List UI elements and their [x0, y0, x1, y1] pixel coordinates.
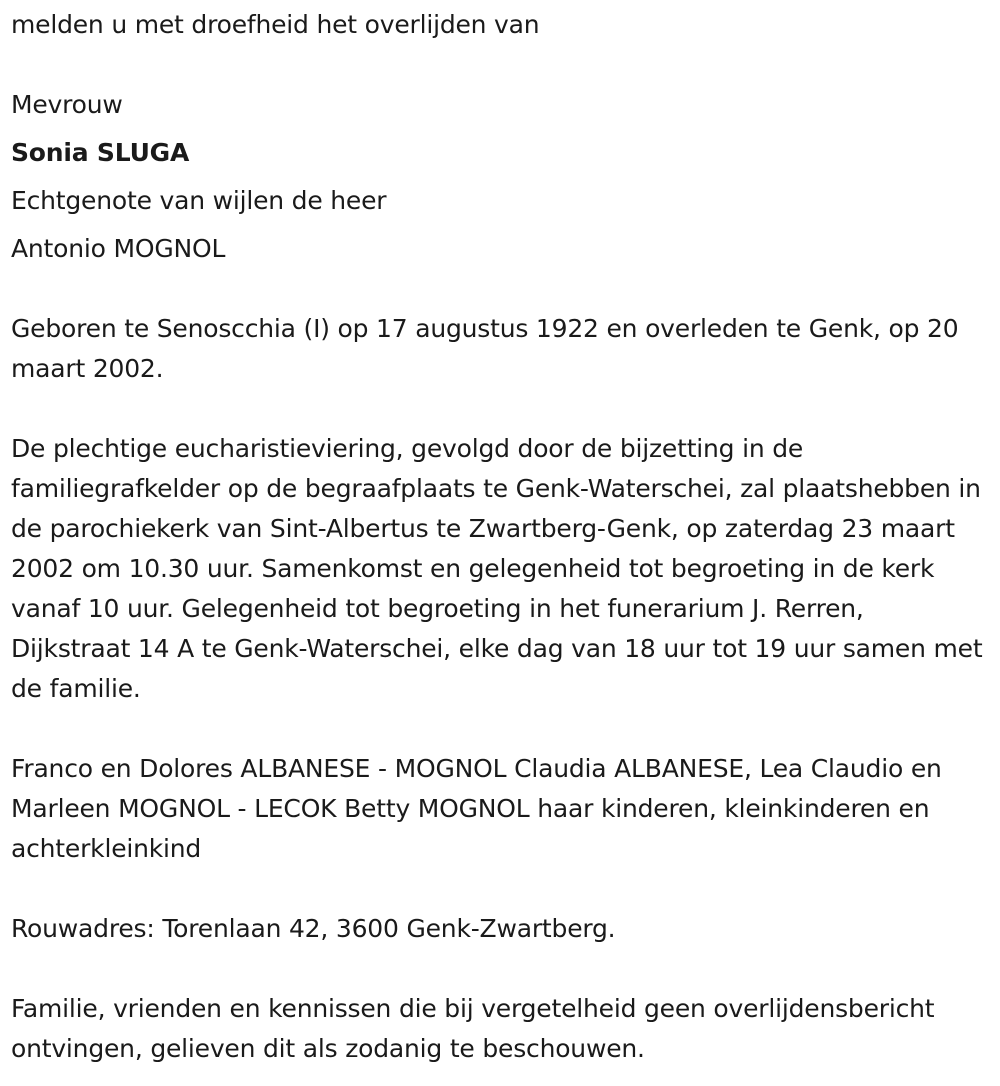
address-paragraph: Rouwadres: Torenlaan 42, 3600 Genk-Zwartberg.	[11, 914, 616, 943]
spacer	[11, 709, 990, 749]
birth-death-paragraph: Geboren te Senoscchia (I) op 17 augustus 1922 en overleden te Genk, op 20 maart 2002.	[11, 314, 959, 383]
spacer	[11, 949, 990, 989]
closing-paragraph: Familie, vrienden en kennissen die bij vergetelheid geen overlijdensbericht ontvingen, gelieven dit als zodanig te beschouwen.	[11, 994, 935, 1063]
spacer	[11, 45, 990, 85]
ceremony-paragraph: De plechtige eucharistieviering, gevolgd door de bijzetting in de familiegrafkelder op de begraafplaats te Genk-Waterschei, zal plaatshebben in de parochiekerk van Sint-Albertus te Zwartberg-Genk, op zaterdag 23 maart 2002 om 10.30 uur. Samenkomst en gelegenheid tot begroeting in de kerk vanaf 10 uur. Gelegenheid tot begroeting in het funerarium J. Rerren, Dijkstraat 14 A te Genk-Waterschei, elke dag van 18 uur tot 19 uur samen met de familie.	[11, 434, 983, 703]
spacer	[11, 389, 990, 429]
salutation: Mevrouw	[11, 90, 123, 119]
spouse-line-2: Antonio MOGNOL	[11, 234, 226, 263]
deceased-name: Sonia SLUGA	[11, 138, 190, 167]
spacer	[11, 869, 990, 909]
family-paragraph: Franco en Dolores ALBANESE - MOGNOL Claudia ALBANESE, Lea Claudio en Marleen MOGNOL - LECOK Betty MOGNOL haar kinderen, kleinkinderen en achterkleinkind	[11, 754, 942, 863]
intro-text: melden u met droefheid het overlijden van	[11, 10, 540, 39]
spouse-line-1: Echtgenote van wijlen de heer	[11, 186, 387, 215]
spacer	[11, 269, 990, 309]
